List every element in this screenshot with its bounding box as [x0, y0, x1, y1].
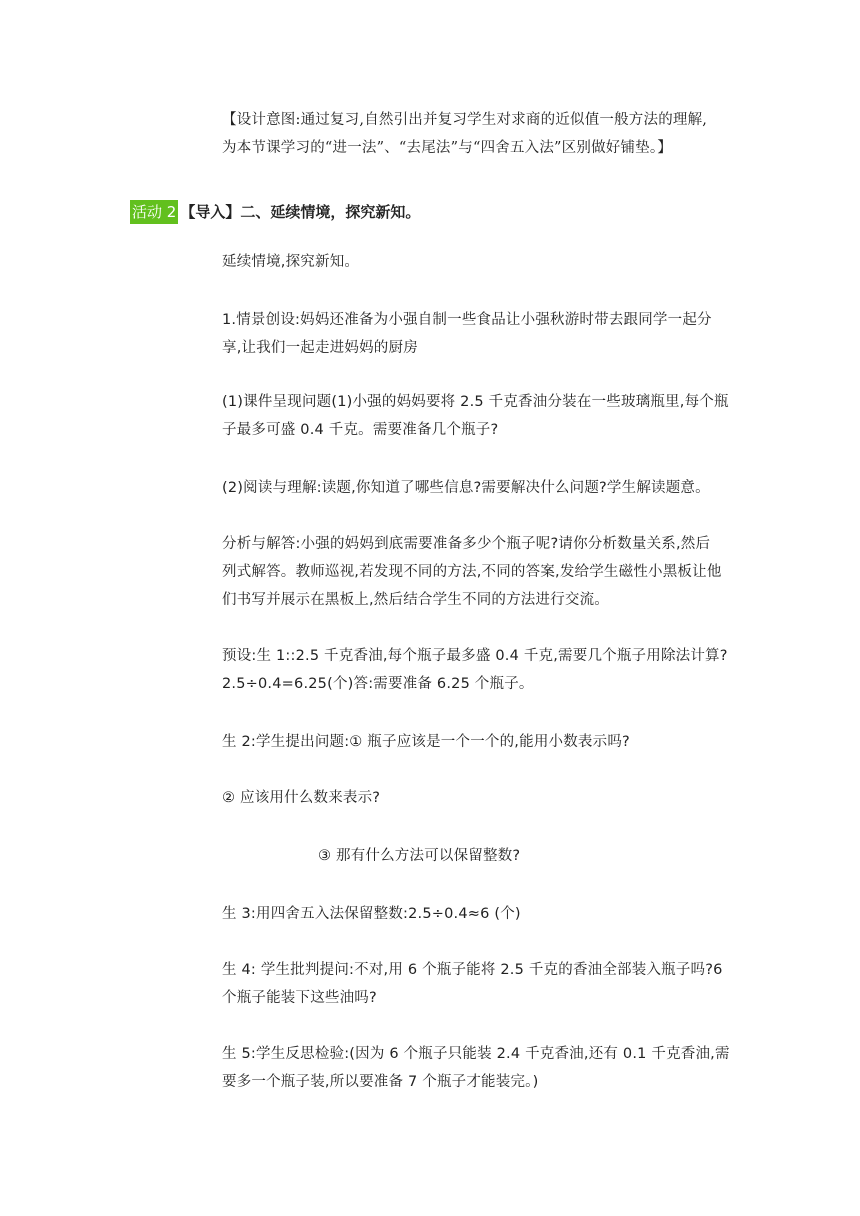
paragraph-student-5	[222, 1040, 742, 1096]
paragraph-line: 子最多可盛 0.4 千克。需要准备几个瓶子?	[222, 422, 499, 438]
paragraph-question-3	[318, 842, 838, 870]
paragraph-reading	[222, 474, 742, 502]
paragraph-line: 2.5÷0.4=6.25(个)答:需要准备 6.25 个瓶子。	[222, 676, 534, 692]
paragraph-line: 列式解答。教师巡视,若发现不同的方法,不同的答案,发给学生磁性小黑板让他	[222, 564, 722, 580]
activity-heading	[130, 200, 420, 224]
paragraph-line: 生 5:学生反思检验:(因为 6 个瓶子只能装 2.4 千克香油,还有 0.1 千克香油,需	[222, 1046, 730, 1062]
paragraph-student-2	[222, 728, 742, 756]
paragraph-student-3	[222, 900, 742, 928]
paragraph-line: 预设:生 1::2.5 千克香油,每个瓶子最多盛 0.4 千克,需要几个瓶子用除法计算?	[222, 648, 728, 664]
paragraph-problem	[222, 388, 742, 444]
paragraph-line: ③ 那有什么方法可以保留整数?	[318, 848, 521, 864]
paragraph-line: 生 2:学生提出问题:① 瓶子应该是一个一个的,能用小数表示吗?	[222, 734, 630, 750]
paragraph-line: (1)课件呈现问题(1)小强的妈妈要将 2.5 千克香油分装在一些玻璃瓶里,每个瓶	[222, 394, 729, 410]
paragraph-question-2	[222, 784, 742, 812]
paragraph-line: 生 4: 学生批判提问:不对,用 6 个瓶子能将 2.5 千克的香油全部装入瓶子吗?6	[222, 962, 723, 978]
paragraph-line: ② 应该用什么数来表示?	[222, 790, 381, 806]
paragraph-line: 个瓶子能装下这些油吗?	[222, 990, 377, 1006]
paragraph-line: 延续情境,探究新知。	[222, 254, 360, 270]
activity-tag: 活动 2	[130, 200, 178, 224]
paragraph-line: 要多一个瓶子装,所以要准备 7 个瓶子才能装完。)	[222, 1074, 539, 1090]
paragraph-line: 分析与解答:小强的妈妈到底需要准备多少个瓶子呢?请你分析数量关系,然后	[222, 536, 711, 552]
paragraph-line: 1.情景创设:妈妈还准备为小强自制一些食品让小强秋游时带去跟同学一起分	[222, 312, 712, 328]
paragraph-line: 生 3:用四舍五入法保留整数:2.5÷0.4≈6 (个)	[222, 906, 521, 922]
paragraph-line: 享,让我们一起走进妈妈的厨房	[222, 340, 418, 356]
paragraph-student-4	[222, 956, 742, 1012]
design-intent-line-1: 【设计意图:通过复习,自然引出并复习学生对求商的近似值一般方法的理解,	[222, 112, 708, 128]
paragraph-line: (2)阅读与理解:读题,你知道了哪些信息?需要解决什么问题?学生解读题意。	[222, 480, 710, 496]
design-intent-line-2: 为本节课学习的“进一法”、“去尾法”与“四舍五入法”区别做好铺垫。】	[222, 140, 673, 156]
activity-title: 【导入】二、延续情境，探究新知。	[180, 203, 421, 221]
paragraph-preset-student-1	[222, 642, 742, 698]
design-intent-note	[222, 106, 742, 162]
paragraph-analysis	[222, 530, 742, 614]
paragraph-line: 们书写并展示在黑板上,然后结合学生不同的方法进行交流。	[222, 592, 610, 608]
paragraph-intro	[222, 248, 742, 276]
paragraph-scenario	[222, 306, 742, 362]
